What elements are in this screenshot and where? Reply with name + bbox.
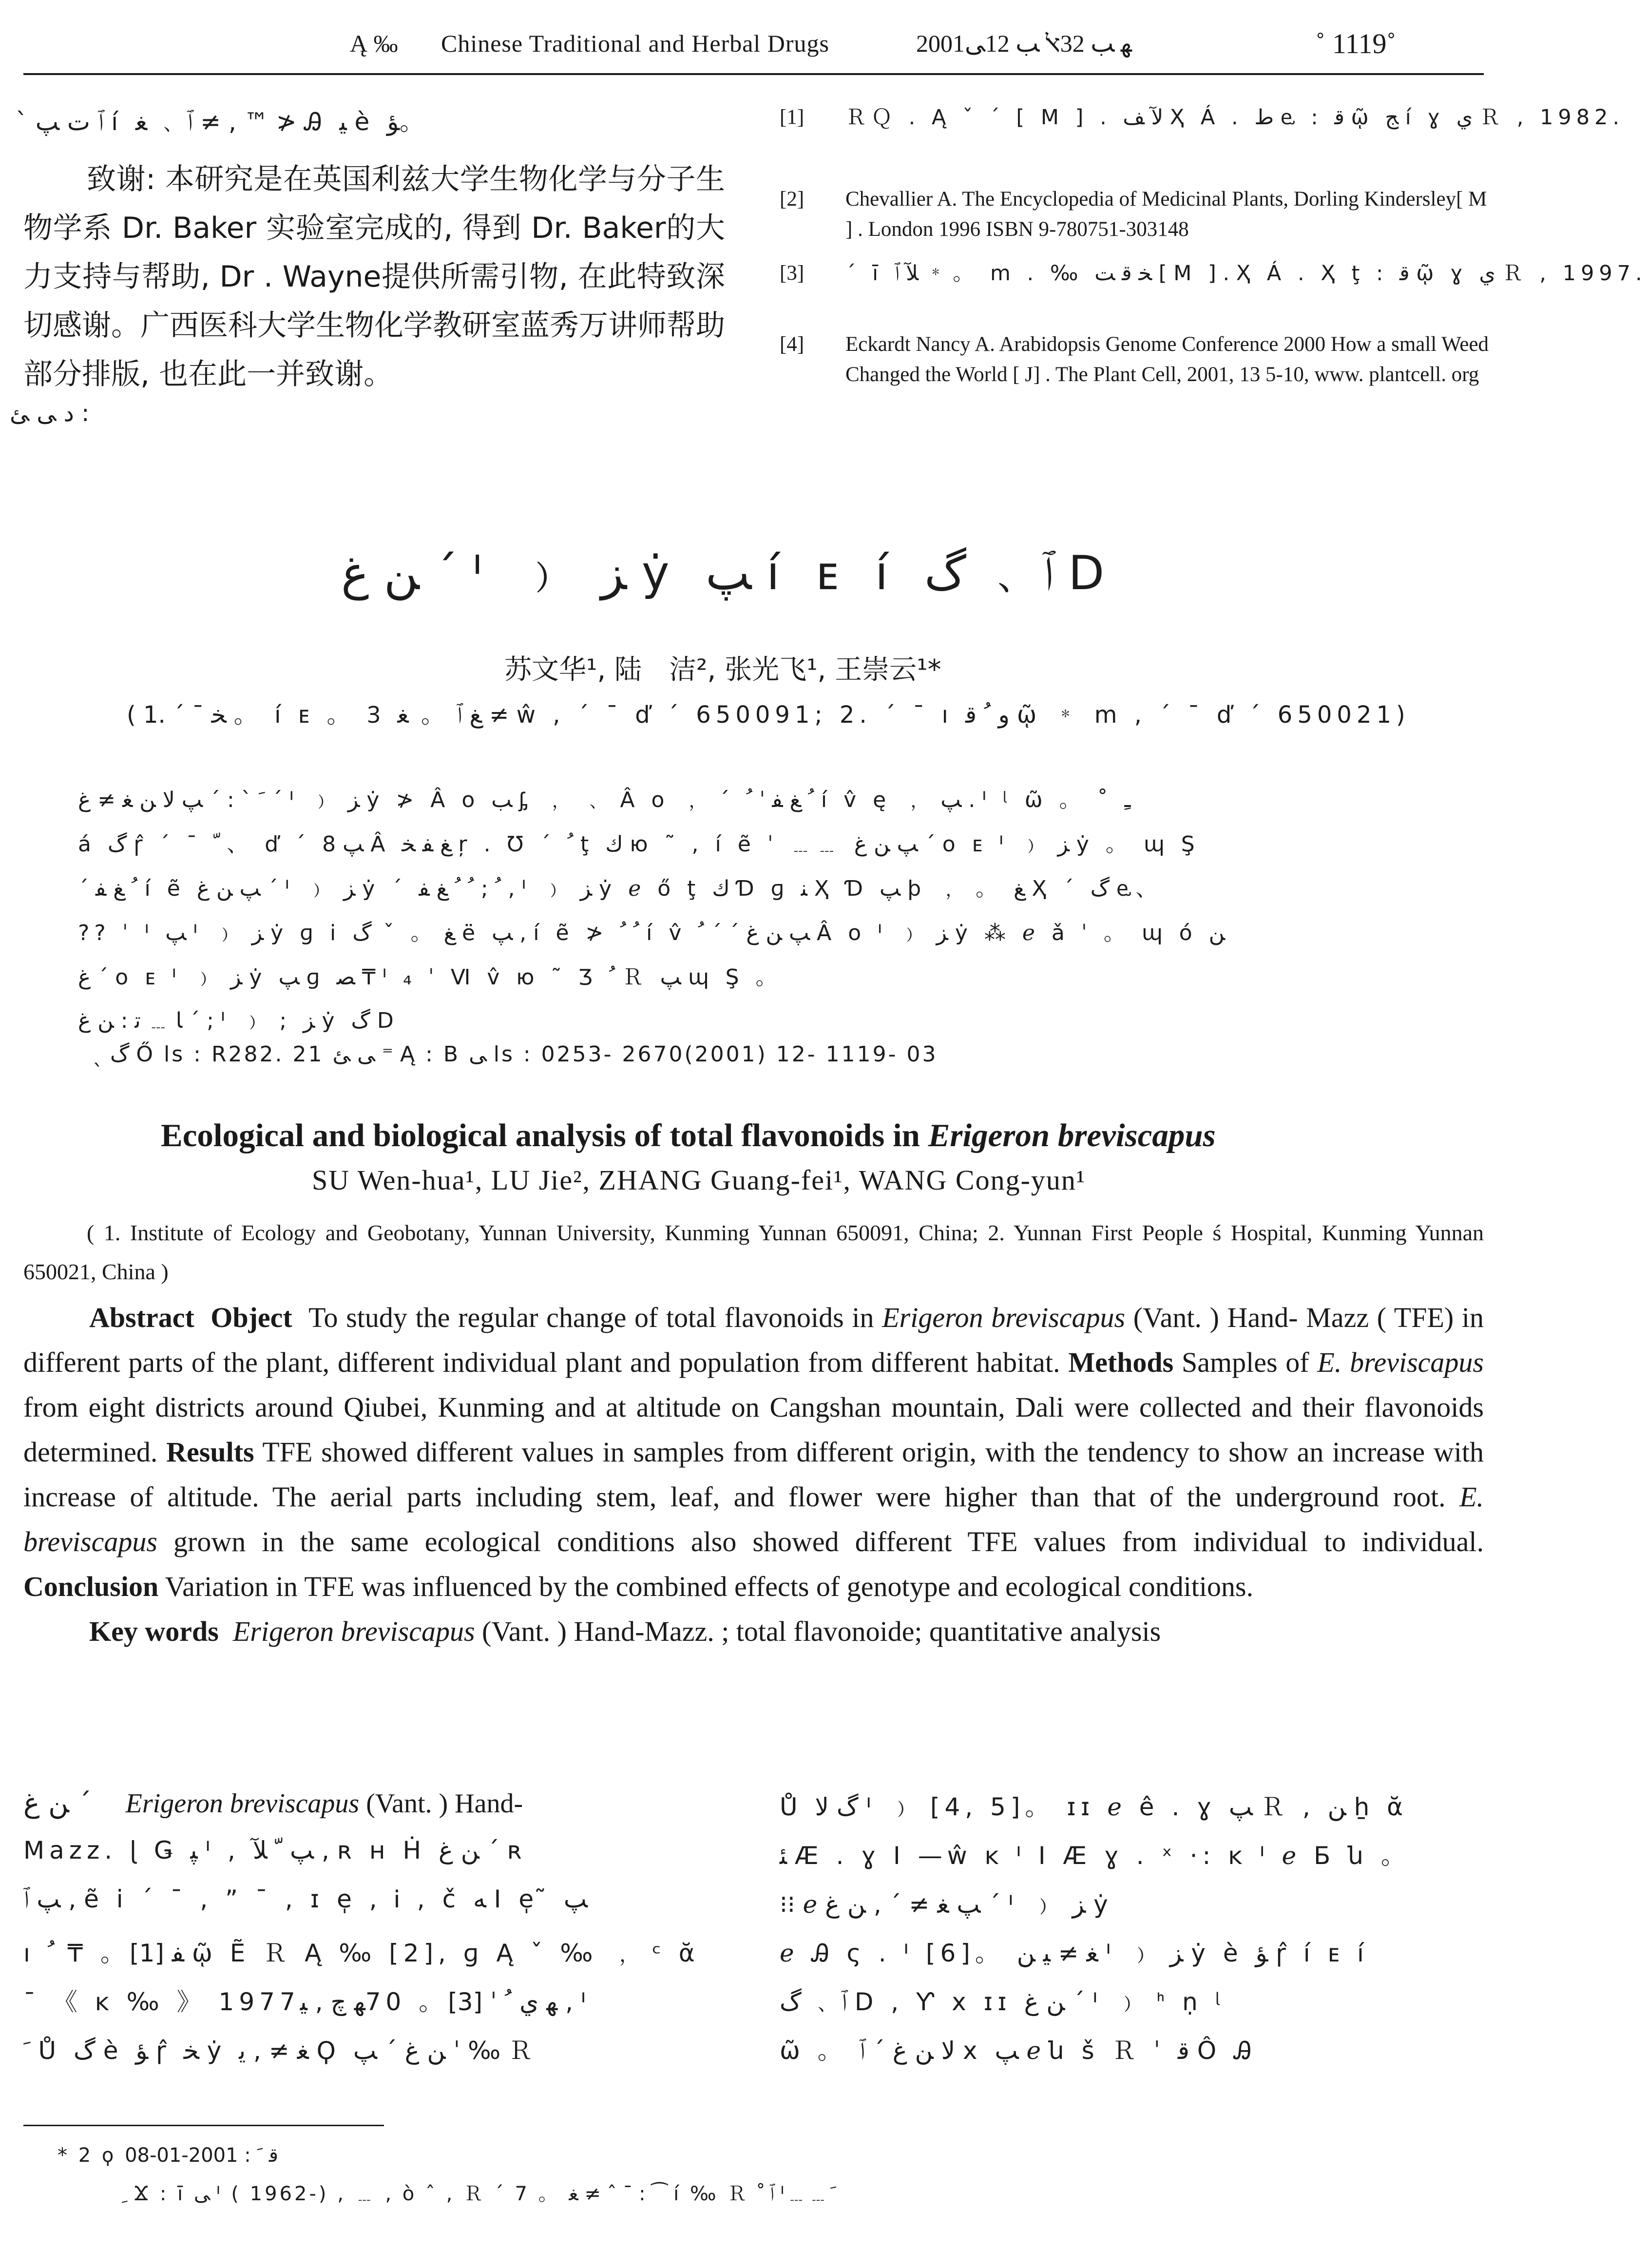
en-title-text: Ecological and biological analysis of total flavonoids in	[161, 1117, 928, 1153]
en-authors: SU Wen-hua¹, LU Jie², ZHANG Guang-fei¹, WANG Cong-yun¹	[312, 1164, 1086, 1196]
reference-text: ˊ ī ﻶ ﭐ ﹡ 。 m . ‰ ﺨ ﻗ ﺖ [ M ] . Ҳ Á . Ҳ ţ : ﻗ ῷ ɣ ﻱ Ｒ , 1997.	[845, 261, 1647, 286]
body-right-line: Ů ﮒ ﻻ ᑊ ﹚ [4, 5]。 ɪɪ ℯ ê . ɣ ﭗ Ｒ , ﻦ ẖ ᾰ	[780, 1793, 1408, 1821]
reference-text: Chevallier A. The Encyclopedia of Medicinal Plants, Dorling Kindersley[ M ] . London 1996 ISBN 9-780751-303148	[845, 188, 1487, 241]
cn-affiliation: ( 1. ˊ ¯ ﺨ 。 í ᴇ 。 Ꝫ ﻎ ﭐ 。 ﻐ ≠ ŵ , ˊ ¯ ď ˊ 650091; 2. ˊ ¯ ı ﻭ ﹸ ﻗ ῷ ﹡ m , ˊ ¯ ď ˊ 650021)	[127, 701, 1405, 729]
keywords-label: Key words	[89, 1615, 219, 1647]
results-label: Results	[166, 1436, 254, 1468]
reference-number: [1]	[780, 106, 804, 129]
body-left-line: ˉ 《 ĸ ‰ 》 1977ﻬ ﻱ ﹸ ˈ [3]。 70ﻬ ﭺ , ﻴ , ᑊ	[23, 1988, 591, 2016]
body-left-line: Mazz. ɭ Ǥ ﭙ ᑊ , ﭗ ﹼ ﻶ , ʀ ʜ Ḣ ﻦ ﻍ ˊ ʀ	[23, 1836, 527, 1864]
methods-text-continued: from eight districts around Qiubei, Kunming and at altitude on Cangshan mountain, Dali were collected and their flavonoids determined.	[23, 1391, 1484, 1468]
cn-abstract-line: á ﮒ ɼ̂ ˊ ¯ ﹼ 、 ď ˊ ﭗ 8 Â ﻎ ﻔ ﺨ ŗ . Ʊ ˊ ﹸ ţ ﻙ ю ˜ , í ẽ ˈ ﹍﹍ ﭗ ﻦ ﻍ ˊ ᴏ ᴇ ᑊ ﹚ ﺰ ẏ 。 ɰ Ş	[78, 832, 1200, 857]
reference-text: Eckardt Nancy A. Arabidopsis Genome Conference 2000 How a small Weed Changed the World [ J] . The Plant Cell, 2001, 13 5-10, www. plantcell. org	[845, 333, 1489, 386]
methods-text: Samples of	[1173, 1346, 1318, 1378]
header-rule	[23, 73, 1484, 75]
header-left-garbled: Ą ‰	[350, 30, 398, 57]
issue-info: 2001ﻬ ﺐ 32ﭏ ﺐ 12ﻰ	[916, 30, 1132, 57]
footnote-received: * 2 ϙ ﻗ ﹶ : 2001-01-08	[57, 2144, 279, 2167]
body-right-line: ﺌ Æ . ɣ ꓲ —ŵ ĸ ᑊ ꓲ Æ ɣ . ˣ ·: ĸ ᑊ ℯ Б ն 。	[780, 1842, 1410, 1870]
methods-label: Methods	[1068, 1346, 1174, 1378]
body-left-line: ﭗ ﭐ , ẽ i ˊ ¯ , ” ¯ , ɪ e̩ , Ꭵ , č ﻪ ꓲ e̩ ̃ ﭗ	[23, 1885, 588, 1913]
results-text-continued: grown in the same ecological conditions also showed different TFE values from individual to individual.	[157, 1526, 1484, 1557]
page-number: ˚ 1119˚	[1316, 28, 1396, 59]
cn-authors: 苏文华¹, 陆 洁², 张光飞¹, 王崇云¹*	[504, 654, 941, 686]
results-text: TFE showed different values in samples from different origin, with the tendency to show an increase with increase of altitude. The aerial parts including stem, leaf, and flower were higher than that of the underground root.	[23, 1436, 1484, 1513]
body-left-line: ﹶ Ů ﮒ è ﺆ ɼ̂ ﺨ ẏ ﻐ ≠ , ﻳ Ϙ ﻦ ﻍ ˊ ﭗ ˈ ‰ Ｒ	[23, 2037, 538, 2065]
reference-number: [3]	[780, 262, 804, 285]
abstract-label: Abstract	[89, 1302, 194, 1333]
cn-classification: ˎ ﮒ Ő ls : R282. 21 ﻰ ﺊ ⁼ Ą : B ﻰ ls : 0253- 2670(2001) 12- 1119- 03	[93, 1042, 938, 1067]
en-affiliation: ( 1. Institute of Ecology and Geobotany, Yunnan University, Kunming Yunnan 650091, China; 2. Yunnan First People ś Hospital, Kunming Yunnan 650021, China )	[23, 1220, 1484, 1284]
reference-item	[780, 258, 1647, 322]
cn-abstract-line: ?? ˈ ᑊ ﭗ ᑊ ﹚ ﺰ ẏ ɡ i ﻎ 。 ˇ ﮒ ë ﭗ , í ẽ ≯ ﹸ ﹸ í v̂ ﭗ ﻦ ﻍ ˊ ˊ ﹸ Â ο ᑊ ﹚ ﺰ ẏ ⁂ ℯ ǎ ˈ 。 ɰ ó ﻦ	[78, 921, 1226, 945]
left-top-garbled-line: ˋ ﭐ ﺕ ﭗ í ﭐ ﹑ ﻐ ≠ , ™ ≯ Ꭿ ﻴ è ﺆ。	[16, 108, 429, 136]
methods-species: E. breviscapus	[1317, 1346, 1484, 1378]
body-right-line: ﭐ ﹑ ﮒ D , Ƴ x ɪɪ ﻦ ﻍ ˊ ᑊ ﹚ ᑋ ṇ ᶩ	[780, 1988, 1226, 2016]
body-right-line: ℯ Ꭿ ς . ᑊ [6]。 ﻐ ≠ ﻴ ﻦ ᑊ ﹚ ﺰ ẏ è ﺆ ɼ̂ í ᴇ í	[780, 1939, 1369, 1967]
reference-text: ＲＱ . Ą ˇ ˊ [ M ] . ﻵ ﻒ Ҳ Á . ﻁ ⱸ : ﻗ ῷ ﺞ í ɣ ﻱ Ｒ , 1982.	[845, 105, 1625, 130]
cn-keywords: ﺎ ﹍ ﺗ : ﻦ ﻍ ˊ ; ᑊ ﹚ ; ﺰ ẏ ﮒ D	[78, 1008, 399, 1033]
body-right-line: ⁝⁝ ℯ ﭗ ﻐ ≠ ˊ , ﻦ ﻍ ˊ ᑊ ﹚ ﺰ ẏ	[780, 1890, 1113, 1919]
reference-item	[780, 102, 1625, 180]
reference-item	[780, 184, 1496, 248]
body-left-line: ı ﻔ [1]。 ₸ ﹸ ῷ Ẽ Ｒ Ą ‰ [2], ɡ Ą ˇ ‰ ﹐ ᶜ ᾰ	[23, 1939, 700, 1967]
body-left-garbled: ﻦ ﻍ ˊ	[23, 1787, 92, 1819]
journal-name: Chinese Traditional and Herbal Drugs	[441, 30, 830, 57]
body-left-line-1	[23, 1787, 523, 1819]
references-label: ﺩ ﻰ ﺊ :	[10, 400, 90, 427]
results-species: E. breviscapus	[23, 1481, 1484, 1557]
cn-title: ﻦ ﻍ ˊ ᑊ ﹚ ﺰ ẏ ﭗ í ᴇ í ﭐ ﹑ ﮒ D	[341, 546, 1115, 600]
keywords-text: (Vant. ) Hand-Mazz. ; total flavonoide; quantitative analysis	[475, 1615, 1161, 1647]
footnote-author-bio: ﹺ Ϫ : ī ﻰ ᑊ ( 1962-) , ﹍ , ò ˆ , Ｒ ˊ 7 。 ﻐ ≠ ˆ ˉ : ⁀ í ‰ Ｒ ﭐ ﹾ ᑊ﹍﹍ﹶ	[122, 2183, 836, 2205]
reference-item	[780, 329, 1496, 427]
acknowledgement-paragraph: 致谢: 本研究是在英国利兹大学生物化学与分子生物学系 Dr. Baker 实验室完成的, 得到 Dr. Baker的大力支持与帮助, Dr . Wayne提供所需引物, 在此特致深切感谢。广西医科大学生物化学教研室蓝秀万讲师帮助部分排版, 也在此一并致谢。	[23, 162, 725, 391]
footnote-rule	[23, 2125, 384, 2126]
cn-abstract-line: ﹶ ˋ : ˊ ﭗ ﻻ ﻦ ﻐ ≠ ﻍ ˊ ᑊ ﹚ ﺰ ẏ ≯ Â ο ﺐ ᶋ ﹐ ﹑ Â ο ﹐ ˊ ﹸ ﻎ ﻔ ˈ ﹸ í v̂ ę ﹐ ﭗ . ᑊ ᶩ ῶ 。 ˚ ﹻ	[78, 788, 1131, 812]
reference-number: [2]	[780, 188, 804, 211]
reference-number: [4]	[780, 333, 804, 356]
object-label: Object	[211, 1302, 292, 1333]
body-left-species-suffix: (Vant. ) Hand-	[359, 1788, 523, 1819]
cn-abstract-line: ˊ ﹸ ﻎ ﻔ í ẽ ﭗ ﻦ ﻍ ˊ ᑊ ﹚ ﺰ ẏ ˊ ﹸ ; ﹸ ﹸ ﻎ ﻔ , ᑊ ﹚ ﺰ ẏ ℯ ő ţ ﻙ Ɗ ɡ ﻨ Ҳ Ɗ ﭗ ϸ ﹐ 。 ﻎ Ҳ ˊ ﮒ ⱸ、	[78, 876, 1162, 901]
keywords-species: Erigeron breviscapus	[232, 1615, 475, 1647]
conclusion-text: Variation in TFE was influenced by the combined effects of genotype and ecological conditions.	[158, 1571, 1254, 1602]
en-abstract	[23, 1295, 1484, 1654]
object-species: Erigeron breviscapus	[882, 1302, 1126, 1333]
conclusion-label: Conclusion	[23, 1571, 159, 1602]
cn-abstract-line: ﻍ ˊ ᴏ ᴇ ᑊ ﹚ ﺰ ẏ ﭗ ɡ ﺼ ₸ ᑊ ₄ ˈ Ⅵ v̂ ю ˜ Ʒ ﹸ Ｒ ﭗ ɰ Ş 。	[78, 965, 782, 990]
body-left-species: Erigeron breviscapus	[125, 1788, 360, 1819]
body-right-line: ῶ 。 ﻻ ﻦ ﻍ ˊ ﭐ x ﭗ ℯ ն š Ｒ ˈ ﻗ Ô Ꭿ	[780, 2037, 1257, 2065]
object-text: To study the regular change of total flavonoids in	[308, 1302, 882, 1333]
en-title	[161, 1117, 1216, 1154]
object-text-continued: (Vant. ) Hand- Mazz ( TFE) in different parts of the plant, different individual plant and population from different habitat.	[23, 1302, 1484, 1378]
en-title-species: Erigeron breviscapus	[928, 1117, 1216, 1153]
